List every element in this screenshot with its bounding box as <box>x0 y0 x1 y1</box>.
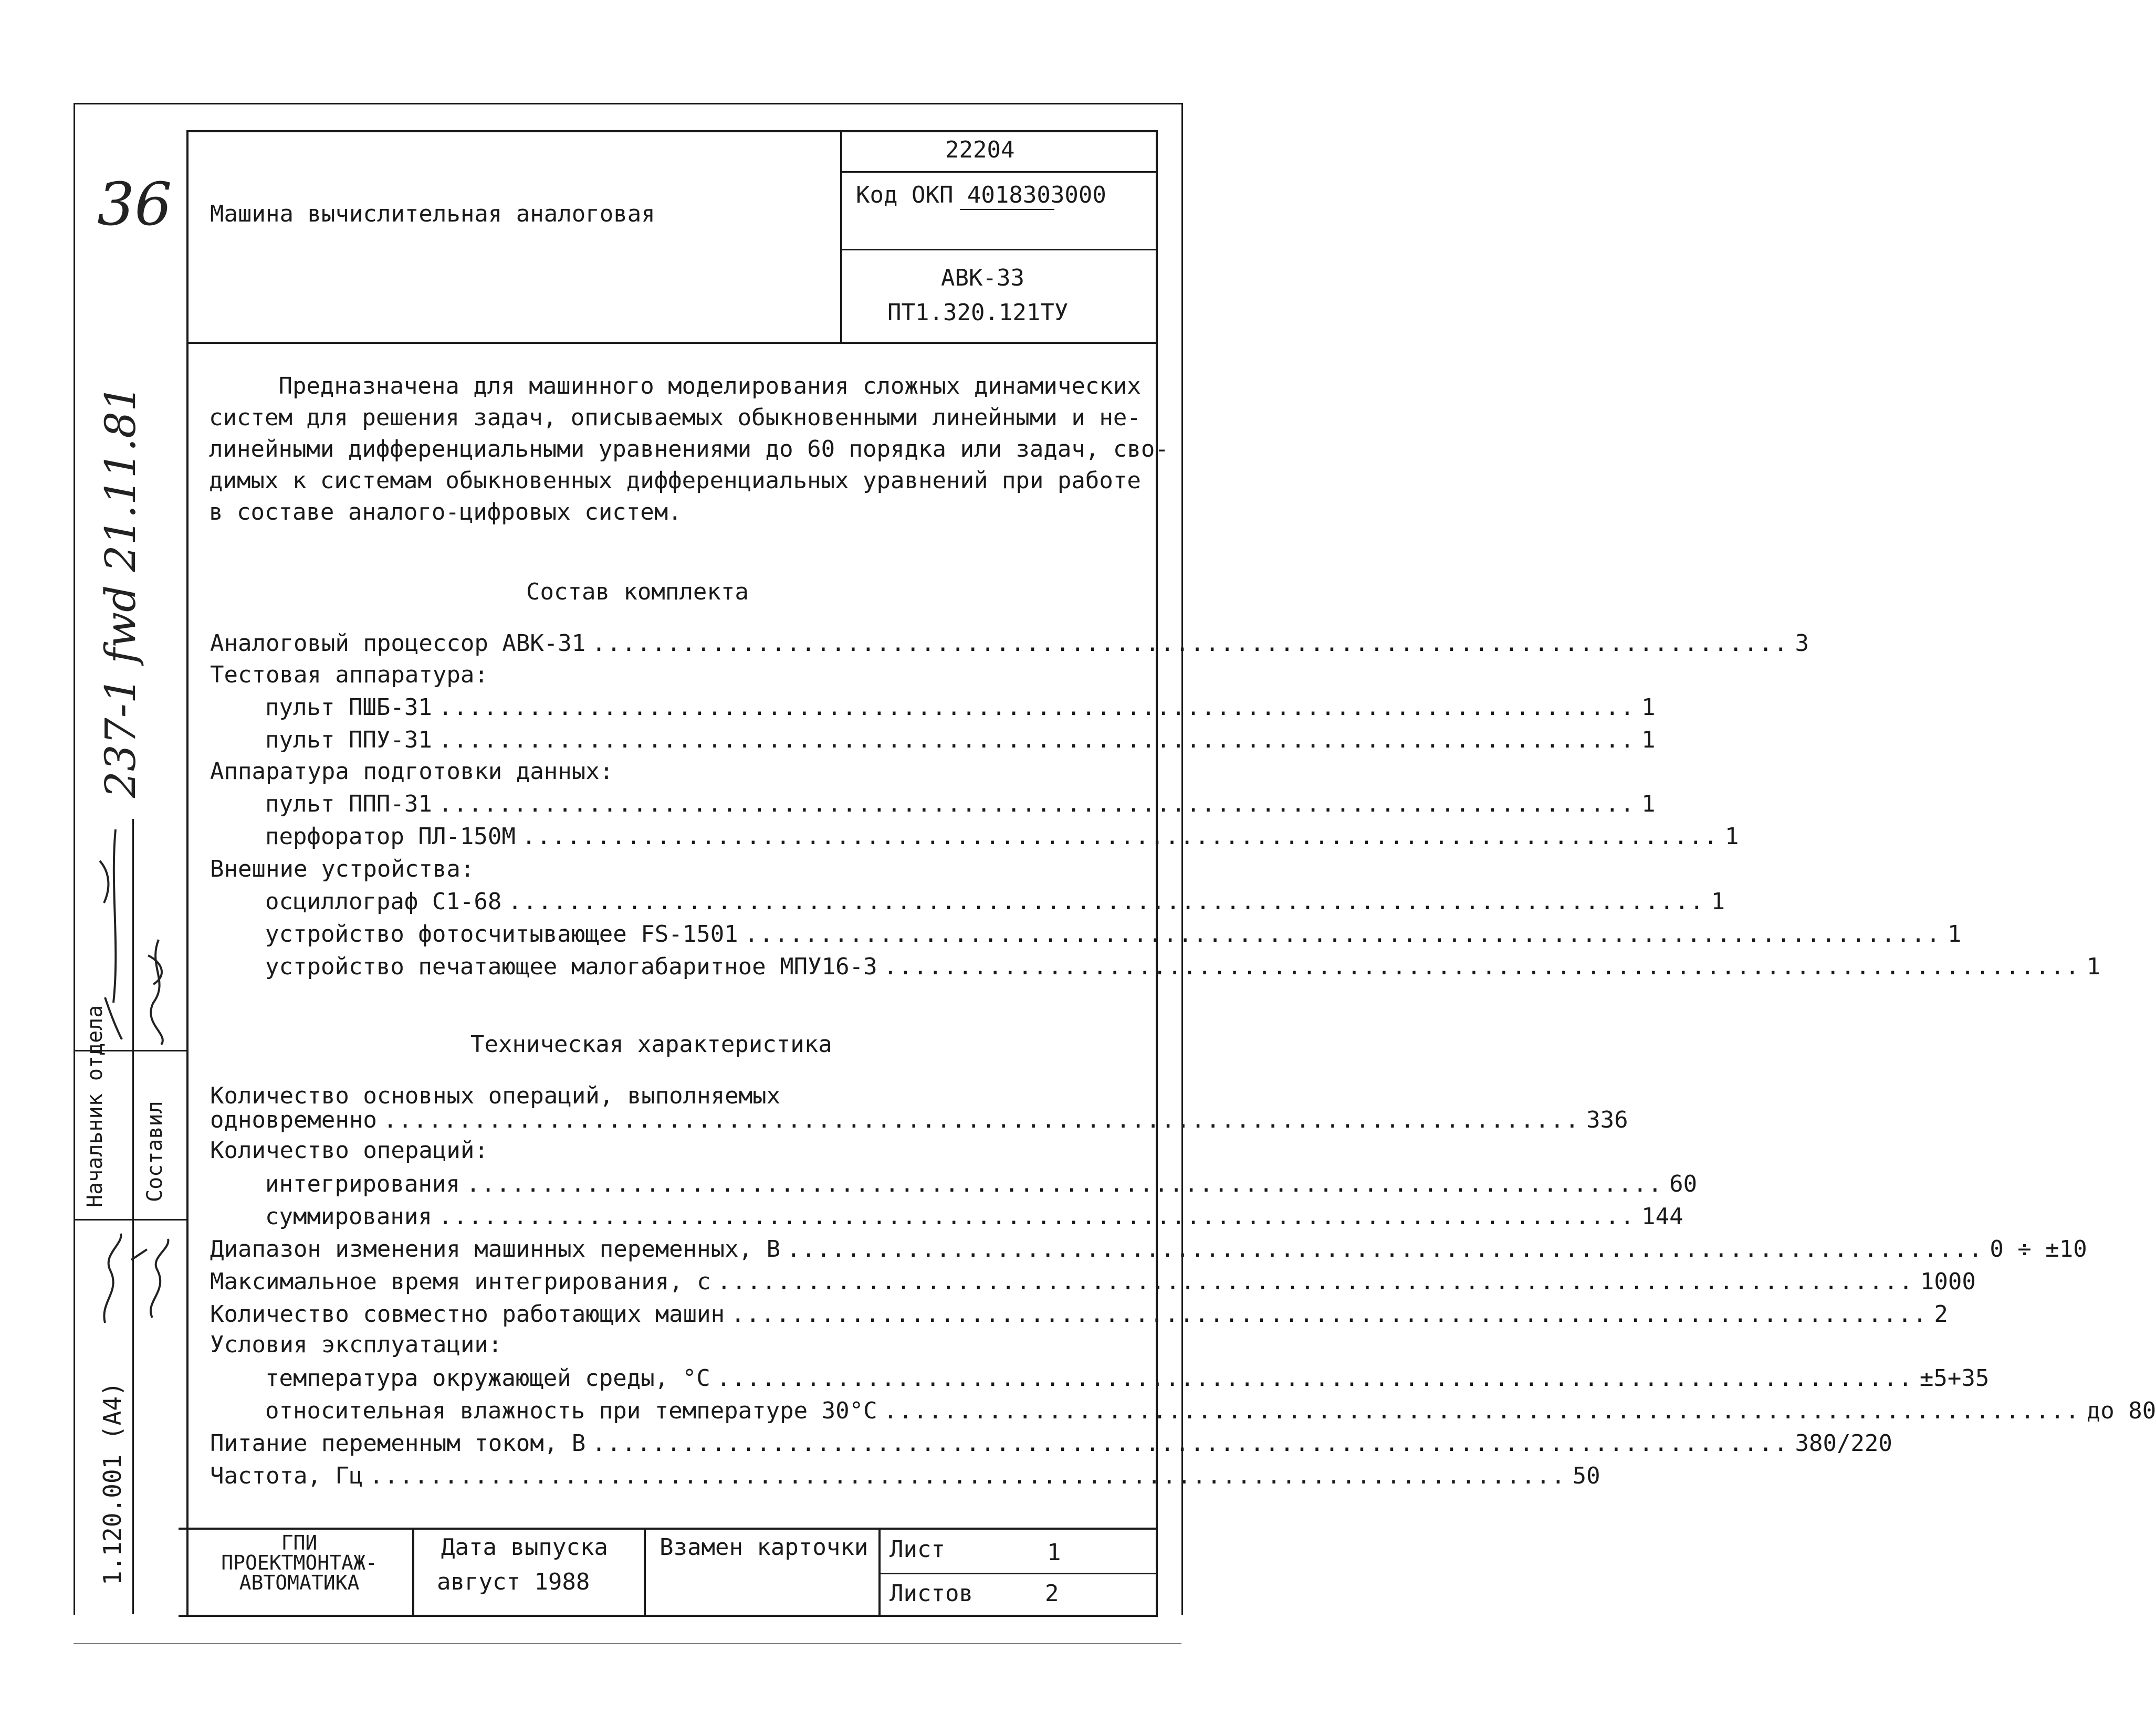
spec-item: Частота, Гц ................................................................................ 50 <box>210 1460 1134 1492</box>
spec-item: относительная влажность при температуре 30°С ................................................................................ до 80 <box>265 1395 1134 1427</box>
spec-item: Питание переменным током, В ................................................................................ 380/220 <box>210 1428 1134 1459</box>
footer-sheets-value: 2 <box>1045 1580 1059 1607</box>
description-line: систем для решения задач, описываемых обыкновенными линейными и не- <box>209 404 1141 431</box>
footer-release-label: Дата выпуска <box>441 1534 608 1561</box>
kit-item: устройство фотосчитывающее FS-1501 ................................................................................ 1 <box>265 919 1103 950</box>
footer-sheets-label: Листов <box>889 1580 973 1607</box>
kit-item: осциллограф С1-68 ................................................................................ 1 <box>265 886 1103 918</box>
kit-item-value: 1 <box>1711 888 1725 915</box>
outer-frame-top <box>74 103 1181 104</box>
signature-author <box>138 934 180 1050</box>
kit-item-value: 1 <box>1725 823 1739 850</box>
kit-item-value: 1 <box>2086 953 2101 980</box>
footer-divider-1 <box>412 1528 414 1617</box>
spec-item: интегрирования ................................................................................ 60 <box>265 1169 1134 1200</box>
kit-item-label: пульт ПШБ-31 <box>265 694 432 721</box>
spec-item-value: 50 <box>1572 1463 1600 1489</box>
footer-replaces-label: Взамен карточки <box>660 1534 868 1561</box>
footer-release-date: август 1988 <box>437 1569 590 1595</box>
spec-item-value: 0 ÷ ±10 <box>1990 1236 2087 1262</box>
footer-org <box>189 1533 410 1593</box>
stamp-divider <box>132 819 134 1614</box>
spec-item-value: 60 <box>1669 1171 1698 1197</box>
spec-item-value: 144 <box>1641 1203 1683 1230</box>
spec-group-label: Условия эксплуатации: <box>210 1331 503 1358</box>
footer-sheet-divider <box>878 1573 1158 1574</box>
footer-sheet-value: 1 <box>1047 1539 1061 1566</box>
spec-item-value: ±5+35 <box>1919 1365 1990 1392</box>
footer-org-line: ПРОЕКТМОНТАЖ- <box>221 1551 378 1574</box>
description <box>209 371 1169 528</box>
header-model: АВК-33 <box>941 265 1024 291</box>
header-okp-code: Код ОКП 4018303000 <box>856 182 1106 208</box>
spec-group-label: Количество операций: <box>210 1137 488 1164</box>
footer-org-line: АВТОМАТИКА <box>239 1571 360 1594</box>
kit-group-label: Аппаратура подготовки данных: <box>210 758 614 785</box>
footer-divider-2 <box>644 1528 646 1617</box>
kit-item-label: пульт ППУ-31 <box>265 727 432 753</box>
kit-item-label: Аналоговый процессор АВК-31 <box>210 630 586 657</box>
spec-item-label: относительная влажность при температуре 30°С <box>265 1397 877 1424</box>
spec-item: Максимальное время интегрирования, с ................................................................................ 1000 <box>210 1266 1134 1298</box>
spec-item-label: Диапазон изменения машинных переменных, В <box>210 1236 781 1262</box>
kit-item-label: пульт ППП-31 <box>265 791 432 817</box>
registration-note: 237-1 fwd 21.11.81 <box>96 384 145 798</box>
spec-item-label: температура окружающей среды, °С <box>265 1365 710 1392</box>
okp-code-underline <box>960 209 1054 210</box>
specs-heading: Техническая характеристика <box>470 1031 832 1058</box>
header-number: 22204 <box>945 136 1015 163</box>
kit-item-value: 1 <box>1641 727 1656 753</box>
spec-item-label: интегрирования <box>265 1171 460 1197</box>
description-line: линейными дифференциальными уравнениями до 60 порядка или задач, сво- <box>209 436 1169 462</box>
spec-item-value: 380/220 <box>1795 1430 1892 1457</box>
footer-org-line: ГПИ <box>281 1531 318 1554</box>
kit-item-value: 3 <box>1795 630 1809 657</box>
content-frame-left <box>186 130 189 1616</box>
spec-item-value: до 80 <box>2086 1397 2156 1424</box>
kit-item-value: 1 <box>1641 791 1656 817</box>
kit-item-value: 1 <box>1641 694 1656 721</box>
kit-item-label: осциллограф С1-68 <box>265 888 502 915</box>
description-line: Предназначена для машинного моделирования сложных динамических <box>209 373 1141 399</box>
stamp-label-author: Составил <box>143 1101 167 1202</box>
spec-item-label: Частота, Гц <box>210 1463 363 1489</box>
footer-top-line <box>179 1528 1158 1530</box>
kit-item: устройство печатающее малогабаритное МПУ16-3 ................................................................................ 1 <box>265 951 1103 983</box>
kit-item-label: устройство печатающее малогабаритное МПУ16-3 <box>265 953 877 980</box>
kit-item: Аналоговый процессор АВК-31 ................................................................................ 3 <box>210 628 1103 659</box>
header-spec: ПТ1.320.121ТУ <box>887 299 1069 326</box>
kit-item-label: устройство фотосчитывающее FS-1501 <box>265 921 738 948</box>
initials-signature <box>84 1228 184 1333</box>
spec-item-label: Количество совместно работающих машин <box>210 1301 725 1328</box>
kit-group-label: Тестовая аппаратура: <box>210 661 488 688</box>
spec-item-value: 1000 <box>1920 1268 1976 1295</box>
form-code: 1.120.001 (A4) <box>98 1382 127 1585</box>
spec-item: температура окружающей среды, °С ................................................................................ ±5+35 <box>265 1363 1134 1394</box>
header-divider-vertical <box>840 130 842 343</box>
kit-item-value: 1 <box>1947 921 1962 948</box>
outer-frame-bottom <box>74 1643 1181 1644</box>
content-frame-top <box>186 130 1158 132</box>
kit-heading: Состав комплекта <box>526 578 749 605</box>
header-title: Машина вычислительная аналоговая <box>210 201 655 227</box>
kit-item: пульт ПШБ-31 ................................................................................ 1 <box>265 692 1103 723</box>
spec-item-value: 336 <box>1586 1107 1628 1133</box>
spec-item: Количество совместно работающих машин ................................................................................ 2 <box>210 1299 1134 1330</box>
kit-item: пульт ППП-31 ................................................................................ 1 <box>265 788 1103 820</box>
content-frame-bottom <box>179 1615 1158 1617</box>
sheet-number: 36 <box>97 171 172 239</box>
spec-item-label: Питание переменным током, В <box>210 1430 586 1457</box>
spec-item-label: суммирования <box>265 1203 432 1230</box>
header-divider-number <box>840 171 1158 173</box>
outer-frame-left <box>74 103 75 1615</box>
header-divider-code <box>840 249 1158 250</box>
header-bottom-line <box>186 342 1158 344</box>
spec-item-label: Максимальное время интегрирования, с <box>210 1268 711 1295</box>
stamp-bottom-line <box>74 1219 186 1221</box>
spec-item-value: 2 <box>1934 1301 1948 1328</box>
spec-item: суммирования ................................................................................ 144 <box>265 1201 1134 1233</box>
stamp-label-head: Начальник отдела <box>83 1005 107 1207</box>
spec-item: Диапазон изменения машинных переменных, В ................................................................................ 0 ÷ ±10 <box>210 1234 1134 1265</box>
footer-sheet-label: Лист <box>889 1536 945 1563</box>
kit-item: пульт ППУ-31 ................................................................................ 1 <box>265 724 1103 756</box>
spec-item-label: одновременно <box>210 1107 377 1133</box>
footer-divider-3 <box>878 1528 881 1617</box>
kit-group-label: Внешние устройства: <box>210 856 475 882</box>
spec-group-label: Количество основных операций, выполняемых <box>210 1082 781 1109</box>
spec-item: одновременно ................................................................................ 336 <box>210 1104 1134 1136</box>
kit-item: перфоратор ПЛ-150М ................................................................................ 1 <box>265 821 1103 853</box>
kit-item-label: перфоратор ПЛ-150М <box>265 823 516 850</box>
description-line: в составе аналого-цифровых систем. <box>209 499 682 525</box>
description-line: димых к системам обыкновенных дифференциальных уравнений при работе <box>209 467 1141 494</box>
